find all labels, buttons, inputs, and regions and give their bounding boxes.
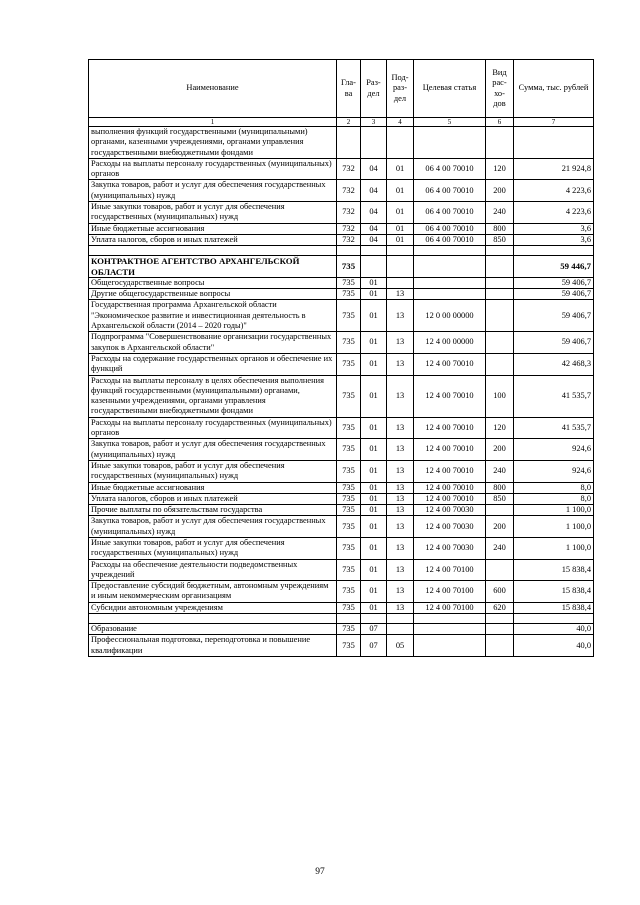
row-sum: 4 223,6 <box>514 202 594 224</box>
row-vid: 620 <box>486 602 514 613</box>
row-vid <box>486 246 514 256</box>
row-vid: 600 <box>486 581 514 603</box>
row-glava: 735 <box>337 417 361 439</box>
table-row <box>89 180 594 202</box>
row-vid <box>486 624 514 635</box>
row-target <box>414 256 486 278</box>
row-vid: 240 <box>486 537 514 559</box>
row-name: Иные закупки товаров, работ и услуг для обеспечения государственных (муниципальных) нужд <box>89 460 337 482</box>
row-sum: 21 924,8 <box>514 158 594 180</box>
table-row <box>89 559 594 581</box>
row-sum: 40,0 <box>514 635 594 657</box>
row-sum: 1 100,0 <box>514 537 594 559</box>
table-row <box>89 223 594 234</box>
row-glava: 735 <box>337 332 361 354</box>
table-row <box>89 516 594 538</box>
row-sum: 40,0 <box>514 624 594 635</box>
row-glava: 732 <box>337 180 361 202</box>
row-podrazdel: 13 <box>387 537 414 559</box>
table-row <box>89 460 594 482</box>
row-razdel: 01 <box>361 602 387 613</box>
row-name: Профессиональная подготовка, переподготовка и повышение квалификации <box>89 635 337 657</box>
row-target: 12 4 00 70010 <box>414 493 486 504</box>
row-glava: 735 <box>337 537 361 559</box>
row-sum: 41 535,7 <box>514 375 594 417</box>
spacer-row <box>89 246 594 256</box>
table-row <box>89 439 594 461</box>
row-name: Расходы на выплаты персоналу в целях обеспечения выполнения функций государственными (муниципальными) органами, казенными учреждениями, органами управления государственными внебюджетными фондами <box>89 375 337 417</box>
row-vid <box>486 332 514 354</box>
row-vid: 850 <box>486 493 514 504</box>
row-target <box>414 635 486 657</box>
row-sum: 59 406,7 <box>514 332 594 354</box>
table-row <box>89 202 594 224</box>
row-name: Субсидии автономным учреждениям <box>89 602 337 613</box>
row-sum: 59 446,7 <box>514 256 594 278</box>
row-podrazdel: 13 <box>387 505 414 516</box>
column-number: 7 <box>514 118 594 127</box>
row-vid: 200 <box>486 180 514 202</box>
row-podrazdel: 13 <box>387 516 414 538</box>
row-glava: 732 <box>337 223 361 234</box>
row-name: Уплата налогов, сборов и иных платежей <box>89 493 337 504</box>
table-row <box>89 602 594 613</box>
header-name: Наименование <box>89 60 337 118</box>
row-razdel: 04 <box>361 180 387 202</box>
row-razdel <box>361 256 387 278</box>
table-row <box>89 417 594 439</box>
row-glava <box>337 127 361 159</box>
row-name: Подпрограмма "Совершенствование организации государственных закупок в Архангельской области" <box>89 332 337 354</box>
table-body <box>89 127 594 657</box>
row-target: 06 4 00 70010 <box>414 202 486 224</box>
row-target: 12 4 00 70030 <box>414 505 486 516</box>
row-vid <box>486 559 514 581</box>
table-row <box>89 624 594 635</box>
row-podrazdel <box>387 624 414 635</box>
row-razdel: 01 <box>361 460 387 482</box>
header-target: Целевая статья <box>414 60 486 118</box>
row-target: 12 4 00 00000 <box>414 332 486 354</box>
row-target <box>414 127 486 159</box>
table-row <box>89 289 594 300</box>
row-razdel: 01 <box>361 332 387 354</box>
row-razdel: 07 <box>361 624 387 635</box>
row-razdel: 01 <box>361 439 387 461</box>
row-glava: 732 <box>337 234 361 245</box>
row-sum: 1 100,0 <box>514 505 594 516</box>
row-name: Иные бюджетные ассигнования <box>89 482 337 493</box>
row-target: 12 4 00 70100 <box>414 581 486 603</box>
row-sum: 15 838,4 <box>514 602 594 613</box>
row-podrazdel <box>387 256 414 278</box>
row-target: 06 4 00 70010 <box>414 223 486 234</box>
row-razdel: 01 <box>361 289 387 300</box>
row-sum <box>514 127 594 159</box>
row-sum: 8,0 <box>514 482 594 493</box>
row-sum: 8,0 <box>514 493 594 504</box>
table-row <box>89 581 594 603</box>
row-name: Уплата налогов, сборов и иных платежей <box>89 234 337 245</box>
row-vid: 850 <box>486 234 514 245</box>
row-podrazdel: 01 <box>387 158 414 180</box>
row-glava: 735 <box>337 581 361 603</box>
column-number: 6 <box>486 118 514 127</box>
row-vid: 800 <box>486 482 514 493</box>
budget-table-page <box>88 59 593 657</box>
row-name: Расходы на выплаты персоналу государственных (муниципальных) органов <box>89 158 337 180</box>
row-target: 12 4 00 70100 <box>414 602 486 613</box>
header-glava: Гла-ва <box>337 60 361 118</box>
row-target: 06 4 00 70010 <box>414 234 486 245</box>
row-podrazdel: 13 <box>387 332 414 354</box>
row-vid: 120 <box>486 158 514 180</box>
row-sum: 59 406,7 <box>514 277 594 288</box>
row-vid: 100 <box>486 375 514 417</box>
row-razdel: 04 <box>361 234 387 245</box>
row-glava: 735 <box>337 505 361 516</box>
row-vid <box>486 277 514 288</box>
row-name: Предоставление субсидий бюджетным, автономным учреждениям и иным некоммерческим организациям <box>89 581 337 603</box>
row-podrazdel: 13 <box>387 289 414 300</box>
row-glava: 735 <box>337 256 361 278</box>
row-name: Государственная программа Архангельской области "Экономическое развитие и инвестиционная деятельность в Архангельской области (2014 – 2020 годы)" <box>89 300 337 332</box>
row-glava: 735 <box>337 289 361 300</box>
row-vid <box>486 289 514 300</box>
row-vid: 240 <box>486 202 514 224</box>
row-glava: 735 <box>337 439 361 461</box>
column-number: 2 <box>337 118 361 127</box>
row-razdel: 01 <box>361 482 387 493</box>
table-row <box>89 482 594 493</box>
table-header-row <box>89 60 594 118</box>
row-vid: 200 <box>486 516 514 538</box>
row-podrazdel <box>387 246 414 256</box>
row-name: выполнения функций государственными (муниципальными) органами, казенными учреждениями, органами управления государственными внебюджетными фондами <box>89 127 337 159</box>
table-row <box>89 375 594 417</box>
row-name: Образование <box>89 624 337 635</box>
table-row <box>89 234 594 245</box>
row-target <box>414 614 486 624</box>
row-razdel: 01 <box>361 537 387 559</box>
table-row <box>89 300 594 332</box>
row-podrazdel: 01 <box>387 234 414 245</box>
row-podrazdel: 01 <box>387 202 414 224</box>
table-row <box>89 127 594 159</box>
row-razdel: 01 <box>361 300 387 332</box>
row-podrazdel: 13 <box>387 581 414 603</box>
row-glava: 735 <box>337 375 361 417</box>
row-sum: 1 100,0 <box>514 516 594 538</box>
table-row <box>89 353 594 375</box>
row-podrazdel <box>387 614 414 624</box>
row-name: Иные закупки товаров, работ и услуг для обеспечения государственных (муниципальных) нужд <box>89 537 337 559</box>
row-razdel: 04 <box>361 158 387 180</box>
row-podrazdel: 13 <box>387 493 414 504</box>
row-glava: 735 <box>337 300 361 332</box>
row-vid <box>486 127 514 159</box>
row-name: Иные закупки товаров, работ и услуг для обеспечения государственных (муниципальных) нужд <box>89 202 337 224</box>
row-glava: 732 <box>337 158 361 180</box>
row-vid: 800 <box>486 223 514 234</box>
row-razdel: 04 <box>361 202 387 224</box>
row-glava: 735 <box>337 277 361 288</box>
row-podrazdel: 01 <box>387 180 414 202</box>
row-sum: 59 406,7 <box>514 289 594 300</box>
row-sum: 42 468,3 <box>514 353 594 375</box>
row-target: 12 0 00 00000 <box>414 300 486 332</box>
row-target: 12 4 00 70030 <box>414 537 486 559</box>
row-sum <box>514 246 594 256</box>
column-number: 5 <box>414 118 486 127</box>
row-razdel: 07 <box>361 635 387 657</box>
row-glava: 735 <box>337 460 361 482</box>
row-podrazdel: 13 <box>387 300 414 332</box>
row-glava: 735 <box>337 482 361 493</box>
row-sum: 41 535,7 <box>514 417 594 439</box>
row-sum: 3,6 <box>514 234 594 245</box>
row-vid <box>486 614 514 624</box>
row-razdel: 01 <box>361 581 387 603</box>
column-number: 3 <box>361 118 387 127</box>
row-target <box>414 246 486 256</box>
row-sum: 4 223,6 <box>514 180 594 202</box>
row-sum: 59 406,7 <box>514 300 594 332</box>
row-name: Закупка товаров, работ и услуг для обеспечения государственных (муниципальных) нужд <box>89 516 337 538</box>
row-razdel: 01 <box>361 493 387 504</box>
row-razdel <box>361 127 387 159</box>
row-target: 12 4 00 70100 <box>414 559 486 581</box>
table-row <box>89 158 594 180</box>
row-glava: 735 <box>337 602 361 613</box>
row-target: 06 4 00 70010 <box>414 158 486 180</box>
table-row <box>89 537 594 559</box>
row-glava <box>337 614 361 624</box>
table-row <box>89 277 594 288</box>
row-vid <box>486 505 514 516</box>
row-vid <box>486 353 514 375</box>
row-target: 12 4 00 70010 <box>414 460 486 482</box>
row-podrazdel: 13 <box>387 375 414 417</box>
row-sum: 924,6 <box>514 460 594 482</box>
row-glava: 735 <box>337 635 361 657</box>
row-sum: 924,6 <box>514 439 594 461</box>
spacer-row <box>89 614 594 624</box>
row-target: 12 4 00 70010 <box>414 417 486 439</box>
row-sum: 15 838,4 <box>514 581 594 603</box>
row-name: Другие общегосударственные вопросы <box>89 289 337 300</box>
row-name: Закупка товаров, работ и услуг для обеспечения государственных (муниципальных) нужд <box>89 180 337 202</box>
table-row <box>89 332 594 354</box>
row-sum <box>514 614 594 624</box>
row-target: 12 4 00 70010 <box>414 375 486 417</box>
row-name: Расходы на обеспечение деятельности подведомственных учреждений <box>89 559 337 581</box>
row-name: КОНТРАКТНОЕ АГЕНТСТВО АРХАНГЕЛЬСКОЙ ОБЛАСТИ <box>89 256 337 278</box>
row-razdel <box>361 246 387 256</box>
header-razdel: Раз-дел <box>361 60 387 118</box>
column-number: 1 <box>89 118 337 127</box>
row-vid <box>486 635 514 657</box>
row-target: 12 4 00 70010 <box>414 439 486 461</box>
row-razdel: 01 <box>361 559 387 581</box>
row-name <box>89 246 337 256</box>
row-podrazdel: 13 <box>387 559 414 581</box>
table-row <box>89 505 594 516</box>
row-name <box>89 614 337 624</box>
row-target: 12 4 00 70010 <box>414 482 486 493</box>
row-target <box>414 277 486 288</box>
row-target <box>414 289 486 300</box>
header-sum: Сумма, тыс. рублей <box>514 60 594 118</box>
row-name: Прочие выплаты по обязательствам государства <box>89 505 337 516</box>
table-row <box>89 256 594 278</box>
row-razdel <box>361 614 387 624</box>
row-vid <box>486 256 514 278</box>
row-razdel: 01 <box>361 516 387 538</box>
row-razdel: 01 <box>361 277 387 288</box>
row-sum: 15 838,4 <box>514 559 594 581</box>
row-glava: 735 <box>337 516 361 538</box>
row-podrazdel: 01 <box>387 223 414 234</box>
column-number: 4 <box>387 118 414 127</box>
budget-table <box>88 59 594 657</box>
row-podrazdel: 13 <box>387 460 414 482</box>
row-sum: 3,6 <box>514 223 594 234</box>
row-vid: 120 <box>486 417 514 439</box>
row-name: Закупка товаров, работ и услуг для обеспечения государственных (муниципальных) нужд <box>89 439 337 461</box>
header-podrazdel: Под-раз-дел <box>387 60 414 118</box>
row-podrazdel: 13 <box>387 482 414 493</box>
row-vid <box>486 300 514 332</box>
row-target: 06 4 00 70010 <box>414 180 486 202</box>
row-glava: 732 <box>337 202 361 224</box>
column-number-row <box>89 118 594 127</box>
table-row <box>89 493 594 504</box>
row-glava: 735 <box>337 559 361 581</box>
row-podrazdel: 05 <box>387 635 414 657</box>
row-name: Общегосударственные вопросы <box>89 277 337 288</box>
row-glava <box>337 246 361 256</box>
row-razdel: 01 <box>361 417 387 439</box>
row-podrazdel: 13 <box>387 353 414 375</box>
row-podrazdel: 13 <box>387 439 414 461</box>
row-razdel: 01 <box>361 375 387 417</box>
row-glava: 735 <box>337 493 361 504</box>
row-name: Иные бюджетные ассигнования <box>89 223 337 234</box>
page-number: 97 <box>315 867 325 877</box>
row-vid: 200 <box>486 439 514 461</box>
row-name: Расходы на выплаты персоналу государственных (муниципальных) органов <box>89 417 337 439</box>
row-glava: 735 <box>337 624 361 635</box>
row-target: 12 4 00 70030 <box>414 516 486 538</box>
row-podrazdel <box>387 277 414 288</box>
row-target <box>414 624 486 635</box>
row-razdel: 04 <box>361 223 387 234</box>
row-podrazdel: 13 <box>387 602 414 613</box>
row-target: 12 4 00 70010 <box>414 353 486 375</box>
row-razdel: 01 <box>361 505 387 516</box>
row-vid: 240 <box>486 460 514 482</box>
row-podrazdel: 13 <box>387 417 414 439</box>
row-podrazdel <box>387 127 414 159</box>
row-name: Расходы на содержание государственных органов и обеспечение их функций <box>89 353 337 375</box>
row-glava: 735 <box>337 353 361 375</box>
header-vid: Вид рас-хо-дов <box>486 60 514 118</box>
table-row <box>89 635 594 657</box>
row-razdel: 01 <box>361 353 387 375</box>
